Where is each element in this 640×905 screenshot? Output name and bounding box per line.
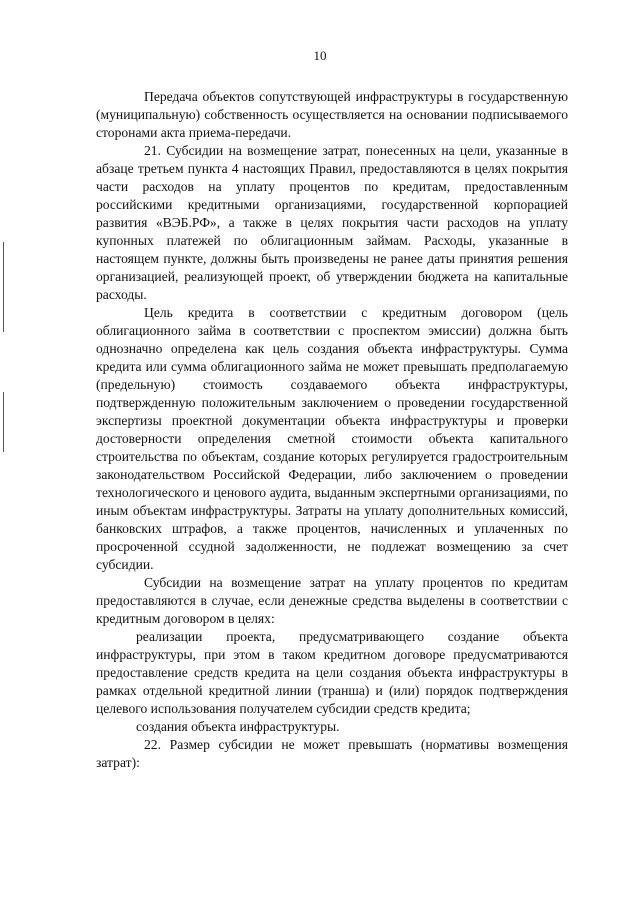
scan-margin-mark-2 [3, 392, 4, 452]
paragraph-21-subsidies: 21. Субсидии на возмещение затрат, понесенных на цели, указанные в абзаце третьем пункта 4 настоящих Правил, предоставляются в целях покрытия части расходов на уплату процентов по кредитам, предоставленным российскими кредитными организациями, государственной корпорацией развития «ВЭБ.РФ», а также в целях покрытия части расходов на уплату купонных платежей по облигационным займам. Расходы, указанные в настоящем пункте, должны быть произведены не ранее даты принятия решения организацией, реализующей проект, об утверждении бюджета на капитальные расходы. [96, 143, 568, 302]
document-body [96, 88, 568, 772]
list-item-project-implementation: реализации проекта, предусматривающего создание объекта инфраструктуры, при этом в таком кредитном договоре предусматриваются предоставление средств кредита на цели создания объекта инфраструктуры в рамках отдельной кредитной линии (транша) и (или) порядок подтверждения целевого использования получателем субсидии средств кредита; [96, 629, 568, 716]
scan-margin-mark-1 [3, 242, 4, 332]
paragraph-infrastructure-transfer: Передача объектов сопутствующей инфраструктуры в государственную (муниципальную) собственность осуществляется на основании подписываемого сторонами акта приема-передачи. [96, 89, 568, 140]
paragraph-interest-subsidies: Субсидии на возмещение затрат на уплату процентов по кредитам предоставляются в случае, если денежные средства выделены в соответствии с кредитным договором в целях: [96, 575, 568, 626]
paragraph-22-subsidy-size: 22. Размер субсидии не может превышать (нормативы возмещения затрат): [96, 737, 568, 770]
page-number: 10 [313, 48, 327, 63]
paragraph-credit-purpose: Цель кредита в соответствии с кредитным договором (цель облигационного займа в соответствии с проспектом эмиссии) должна быть однозначно определена как цель создания объекта инфраструктуры. Сумма кредита или сумма облигационного займа не может превышать предполагаемую (предельную) стоимость создаваемого объекта инфраструктуры, подтвержденную положительным заключением о проведении государственной экспертизы проектной документации объекта инфраструктуры и проверки достоверности определения сметной стоимости объекта капитального строительства по объектам, создание которых регулируется градостроительным законодательством Российской Федерации, либо заключением о проведении технологического и ценового аудита, выданным экспертными организациями, по иным объектам инфраструктуры. Затраты на уплату дополнительных комиссий, банковских штрафов, а также процентов, начисленных и уплаченных по просроченной ссудной задолженности, не подлежат возмещению за счет субсидии. [96, 305, 568, 572]
list-item-infrastructure-creation: создания объекта инфраструктуры. [136, 719, 340, 734]
